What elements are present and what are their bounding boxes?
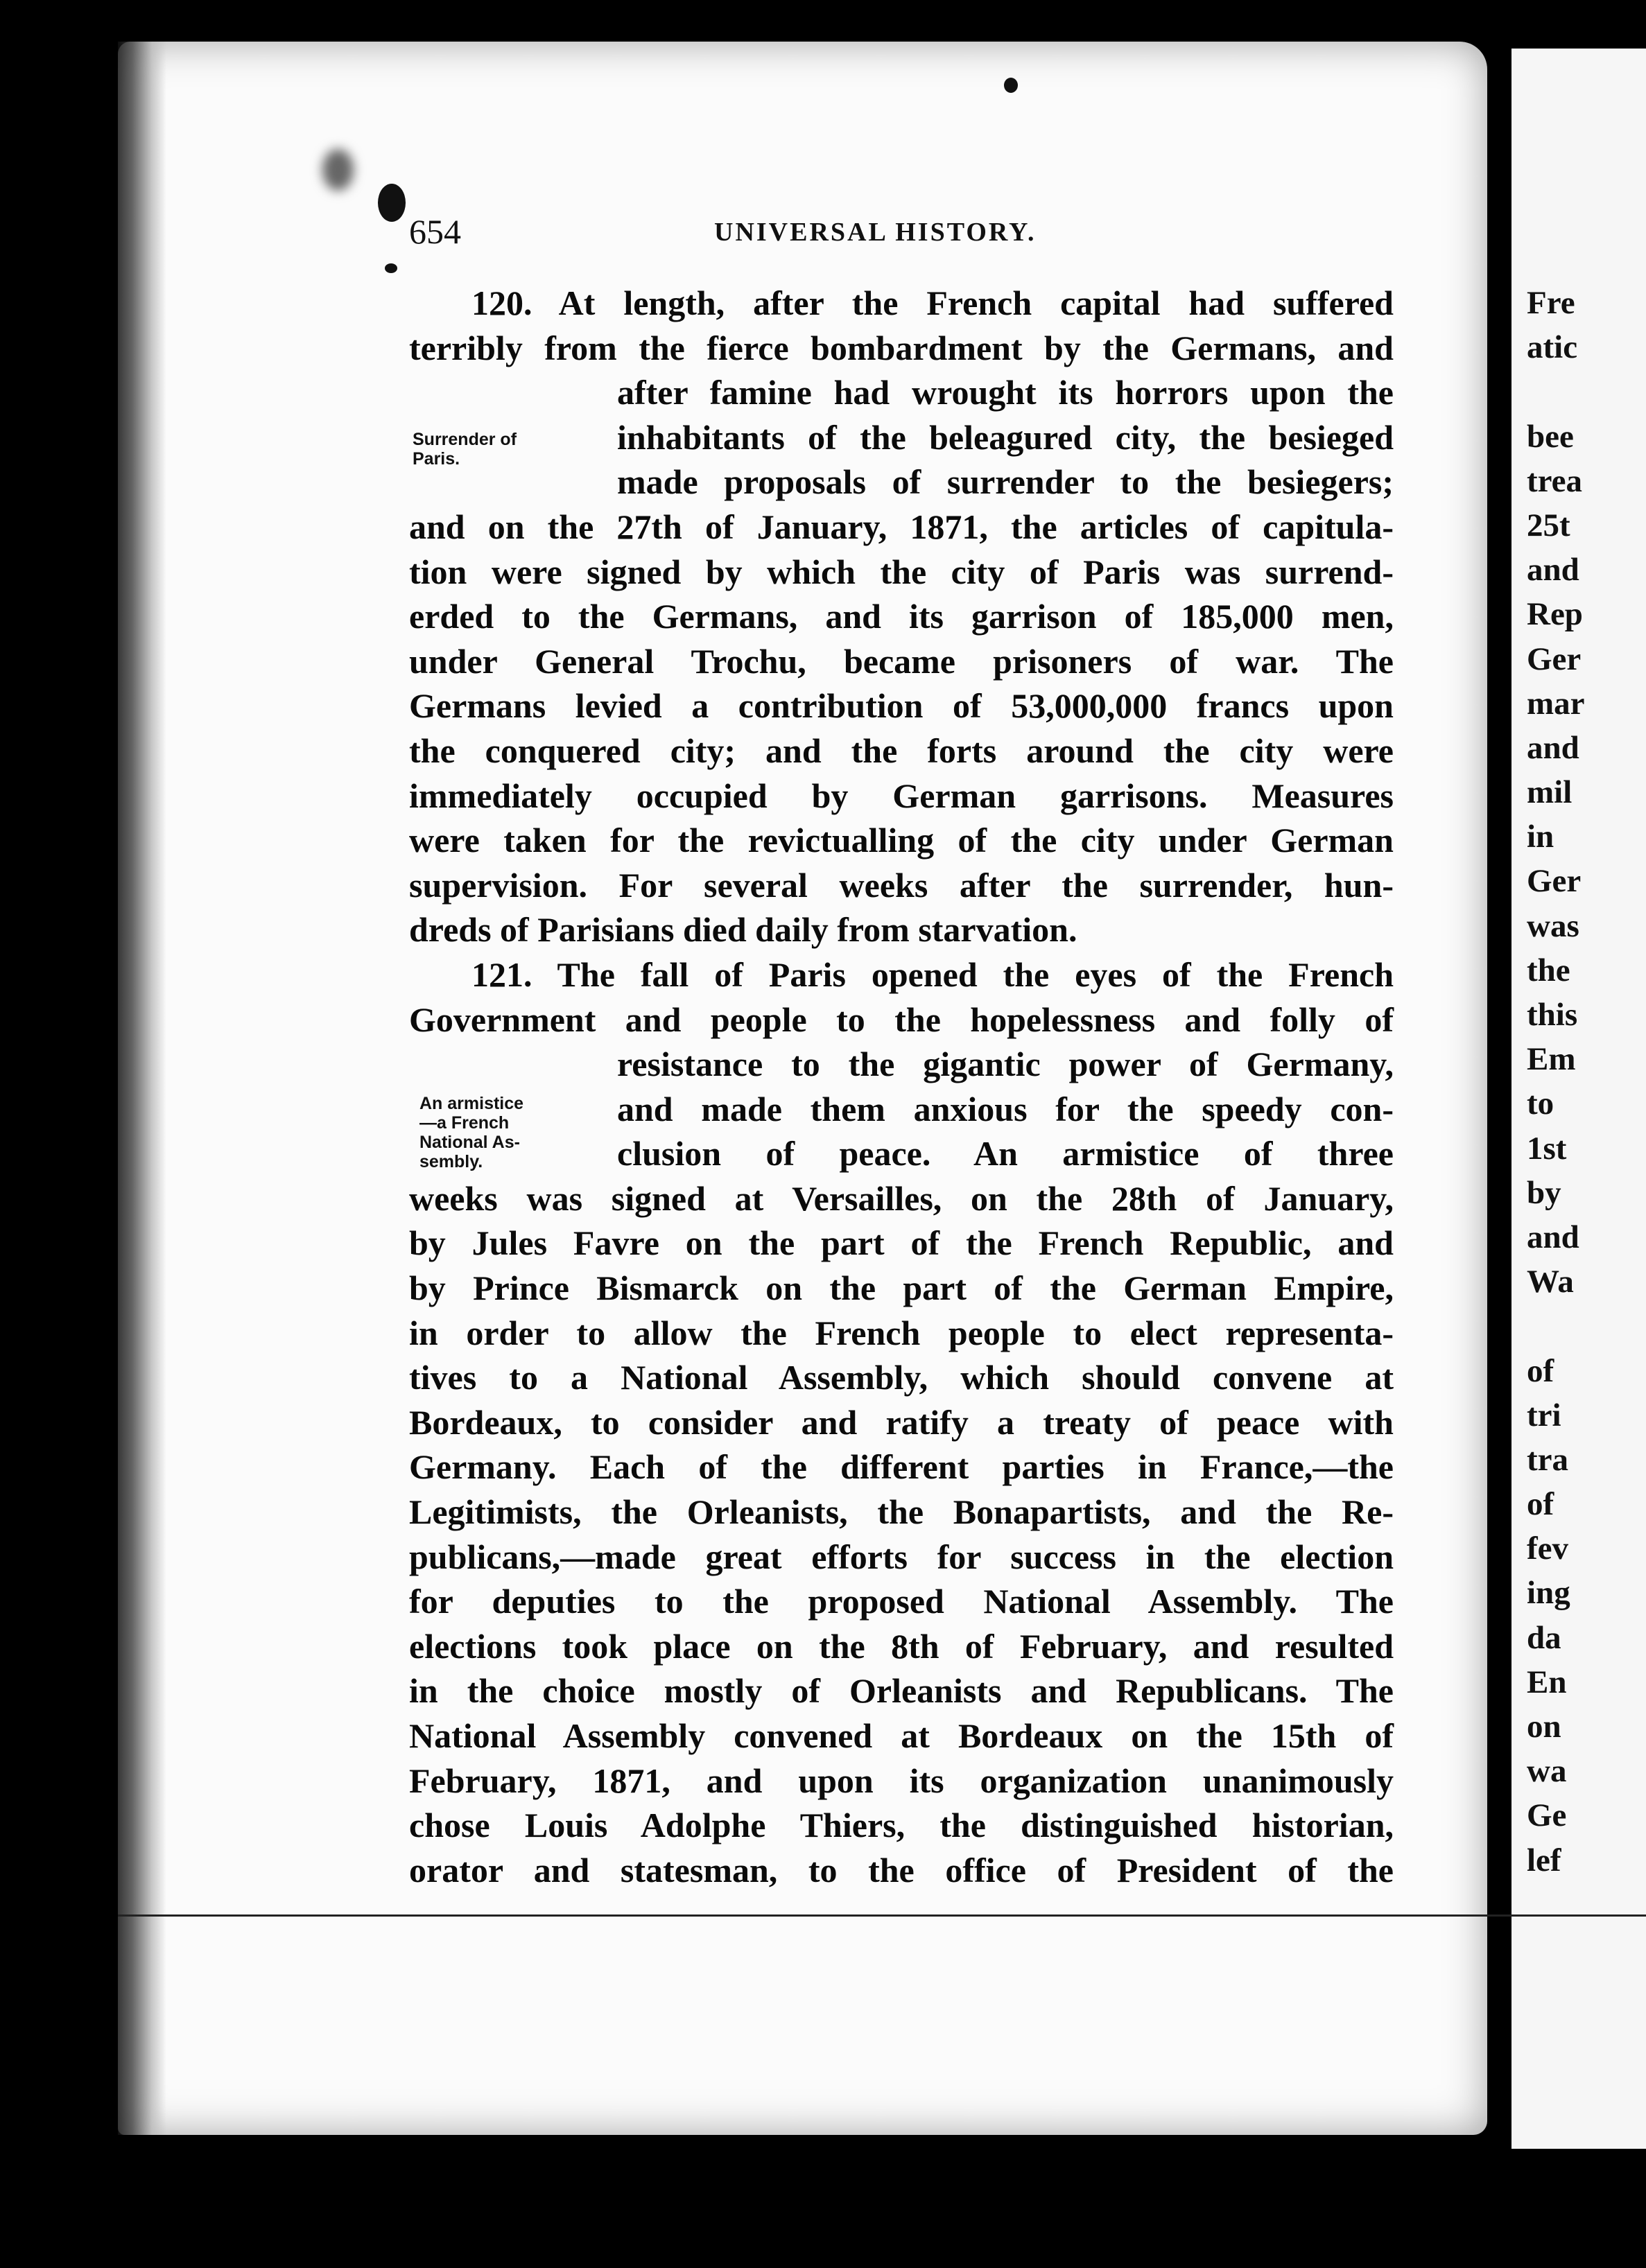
text-line: and made them anxious for the speedy con- (617, 1089, 1394, 1128)
sidenote-line: National As- (419, 1133, 520, 1152)
text-line: Government and people to the hopelessness and folly of (409, 1000, 1394, 1039)
adjacent-page-fragment: mil (1527, 774, 1573, 811)
text-line: National Assembly convened at Bordeaux on the 15th of (409, 1716, 1394, 1755)
adjacent-page-fragment: 25t (1527, 507, 1570, 543)
adjacent-page-fragment: ing (1527, 1575, 1570, 1612)
text-line: in the choice mostly of Orleanists and Republicans. The (409, 1671, 1394, 1711)
sidenote-line: sembly. (419, 1152, 483, 1171)
text-line: publicans,—made great efforts for success in the election (409, 1537, 1394, 1576)
text-line: February, 1871, and upon its organization unanimously (409, 1761, 1394, 1800)
text-line: the conquered city; and the forts around the city were (409, 731, 1394, 770)
page-shadow-edge (118, 42, 166, 2135)
adjacent-page-fragment: the (1527, 952, 1570, 988)
text-line: resistance to the gigantic power of Germany, (617, 1045, 1394, 1084)
ink-blot (385, 263, 397, 273)
adjacent-page-fragment: of (1527, 1486, 1554, 1523)
adjacent-page-fragment: wa (1527, 1753, 1567, 1790)
adjacent-page-fragment: fev (1527, 1530, 1569, 1567)
text-line: after famine had wrought its horrors upon the (617, 373, 1394, 412)
adjacent-page-fragment: was (1527, 907, 1579, 944)
text-line: inhabitants of the beleagured city, the besieged (617, 417, 1394, 457)
text-line: in order to allow the French people to elect representa- (409, 1313, 1394, 1352)
adjacent-page-fragment: this (1527, 997, 1578, 1033)
adjacent-page-fragment: lef (1527, 1842, 1561, 1878)
text-line: Legitimists, the Orleanists, the Bonapartists, and the Re- (409, 1492, 1394, 1532)
text-line: were taken for the revictualling of the city under German (409, 821, 1394, 860)
adjacent-page-fragment: and (1527, 1219, 1579, 1255)
sidenote-line: Surrender of (413, 430, 517, 449)
adjacent-page-fragment: in (1527, 819, 1554, 855)
adjacent-page-fragment: Wa (1527, 1264, 1574, 1300)
body-text (409, 281, 1394, 1892)
text-line: 121. The fall of Paris opened the eyes of the French (471, 954, 1394, 994)
text-line: orator and statesman, to the office of President of the (409, 1850, 1394, 1890)
adjacent-page-fragment: and (1527, 552, 1579, 588)
running-head: UNIVERSAL HISTORY. (714, 218, 1037, 247)
text-line: by Prince Bismarck on the part of the German Empire, (409, 1268, 1394, 1308)
adjacent-page-fragment: En (1527, 1664, 1567, 1700)
text-line: 120. At length, after the French capital had suffered (471, 284, 1394, 322)
adjacent-page-fragment: trea (1527, 462, 1583, 499)
text-line: chose Louis Adolphe Thiers, the distinguished historian, (409, 1806, 1394, 1845)
adjacent-page-fragment: Ger (1527, 863, 1582, 900)
text-line: terribly from the fierce bombardment by the Germans, and (409, 328, 1394, 367)
adjacent-page-fragment: bee (1527, 418, 1574, 455)
adjacent-page-fragment: to (1527, 1085, 1554, 1122)
page-number: 654 (409, 212, 461, 251)
adjacent-page-fragment: mar (1527, 685, 1585, 722)
text-line: made proposals of surrender to the besiegers; (617, 462, 1394, 502)
page-header (409, 211, 1407, 253)
ink-speck (1004, 78, 1018, 93)
adjacent-page-fragment: Ge (1527, 1797, 1567, 1834)
text-line: Germans levied a contribution of 53,000,000 francs upon (409, 686, 1394, 726)
adjacent-page-fragment: Em (1527, 1041, 1576, 1078)
text-line: tion were signed by which the city of Paris was surrend- (409, 552, 1394, 591)
text-line: and on the 27th of January, 1871, the articles of capitula- (409, 507, 1394, 546)
adjacent-page-fragment: 1st (1527, 1130, 1567, 1167)
text-line: immediately occupied by German garrisons. Measures (409, 776, 1394, 815)
adjacent-page-fragment: Ger (1527, 640, 1582, 677)
adjacent-page-fragment: and (1527, 729, 1579, 766)
ink-smudge (322, 149, 354, 191)
sidenote-line: —a French (419, 1113, 510, 1133)
text-line: for deputies to the proposed National Assembly. The (409, 1582, 1394, 1621)
adjacent-page-fragment: of (1527, 1352, 1554, 1389)
sidenote-line: Paris. (413, 449, 460, 469)
text-line: weeks was signed at Versailles, on the 28th of January, (409, 1178, 1394, 1218)
text-line: tives to a National Assembly, which should convene at (409, 1358, 1394, 1397)
text-line: elections took place on the 8th of February, and resulted (409, 1626, 1394, 1666)
text-line: Germany. Each of the different parties in France,—the (409, 1447, 1394, 1487)
adjacent-page-fragment: Rep (1527, 596, 1583, 633)
adjacent-page-fragment: by (1527, 1174, 1561, 1211)
text-line: under General Trochu, became prisoners of war. The (409, 641, 1394, 681)
adjacent-page-fragment (1527, 1304, 1646, 1348)
adjacent-page-column (1527, 281, 1646, 1883)
adjacent-page-fragment: da (1527, 1619, 1561, 1656)
sidenote-line: An armistice (419, 1094, 524, 1113)
text-line: supervision. For several weeks after the surrender, hun- (409, 865, 1394, 905)
adjacent-page-fragment: tra (1527, 1441, 1569, 1478)
adjacent-page-fragment (1527, 369, 1646, 414)
adjacent-page-fragment: on (1527, 1709, 1561, 1745)
text-line: erded to the Germans, and its garrison of 185,000 men, (409, 597, 1394, 636)
adjacent-page-fragment: atic (1527, 329, 1578, 366)
text-line: by Jules Favre on the part of the French Republic, and (409, 1223, 1394, 1263)
ink-blot (378, 184, 406, 222)
text-line: Bordeaux, to consider and ratify a treaty of peace with (409, 1402, 1394, 1442)
scan-line-artifact (118, 1914, 1646, 1917)
text-line: dreds of Parisians died daily from starvation. (409, 910, 1077, 950)
adjacent-page-fragment: Fre (1527, 285, 1575, 321)
adjacent-page-fragment: tri (1527, 1397, 1561, 1433)
adjacent-page (1511, 49, 1646, 2149)
text-line: clusion of peace. An armistice of three (617, 1134, 1394, 1174)
